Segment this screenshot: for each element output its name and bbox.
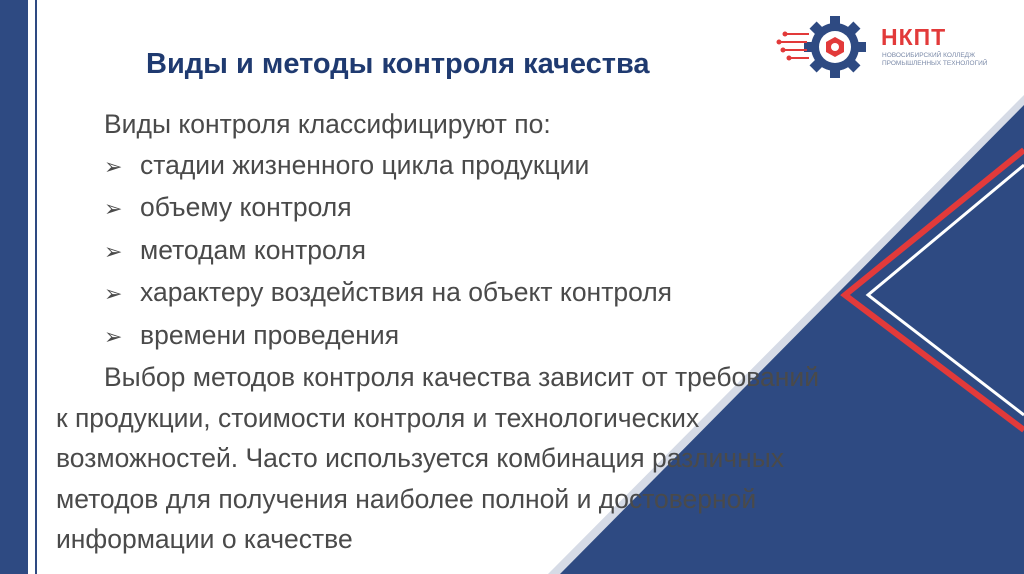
bullet-item: [56, 315, 961, 358]
logo-subtitle: НОВОСИБИРСКИЙ КОЛЛЕДЖ ПРОМЫШЛЕННЫХ ТЕХНОЛОГИЙ: [882, 52, 988, 67]
bullet-text: характеру воздействия на объект контроля: [140, 277, 673, 307]
bullet-text: методам контроля: [140, 234, 366, 265]
bullet-item: [56, 230, 961, 273]
bullet-item: [56, 187, 961, 230]
paragraph-line: информации о качестве: [56, 524, 353, 554]
paragraph-line: Выбор методов контроля качества зависит от требований: [104, 362, 820, 392]
bullet-text: объему контроля: [140, 192, 352, 222]
arrow-bullet-icon: ➢: [104, 238, 123, 264]
slide-title: Виды и методы контроля качества: [146, 48, 650, 80]
arrow-bullet-icon: ➢: [104, 196, 123, 221]
arrow-bullet-icon: ➢: [104, 323, 123, 349]
logo-abbreviation: НКПТ: [881, 24, 947, 50]
arrow-bullet-icon: ➢: [104, 281, 123, 306]
paragraph-line: методов для получения наиболее полной и достоверной: [56, 483, 757, 514]
paragraph-line: к продукции, стоимости контроля и технологических: [56, 402, 700, 433]
arrow-bullet-icon: ➢: [104, 153, 123, 179]
bullet-text: стадии жизненного цикла продукции: [140, 149, 590, 180]
gear-icon: [773, 12, 873, 82]
bullet-item: [56, 145, 961, 188]
slide-body: [56, 104, 961, 560]
intro-text: Виды контроля классифицируют по:: [104, 109, 551, 139]
bullet-item: [56, 272, 961, 315]
paragraph-line: возможностей. Часто используется комбинация различных: [56, 443, 784, 473]
bullet-text: времени проведения: [140, 319, 400, 350]
